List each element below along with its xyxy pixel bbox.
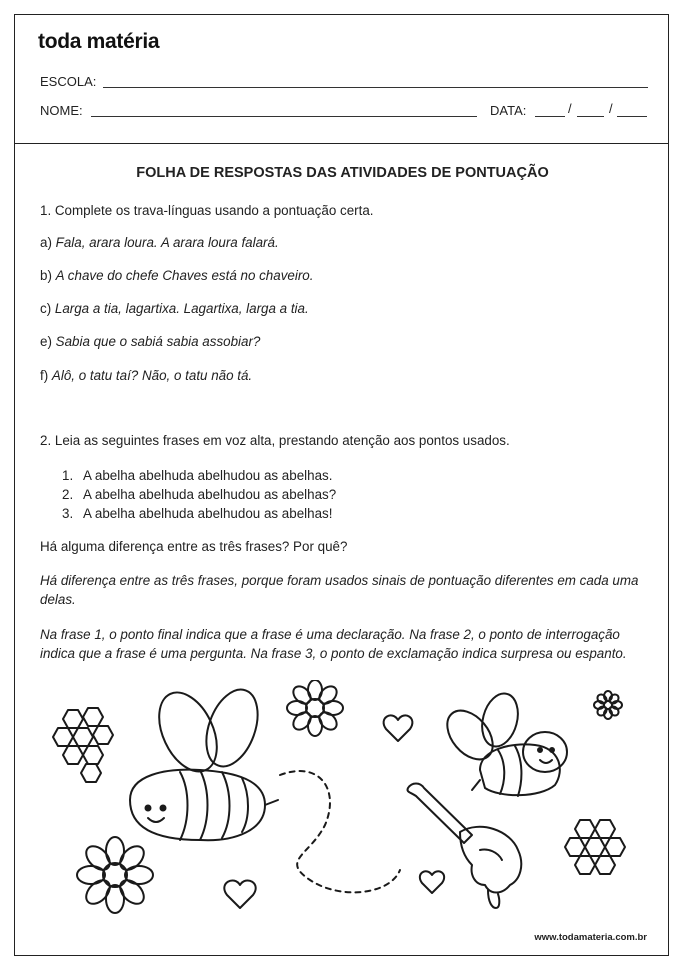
q1-answer-e: e) Sabia que o sabiá sabia assobiar?	[40, 334, 261, 349]
q2-answer-paragraph-1: Há diferença entre as três frases, porque foram usados sinais de pontuação diferentes em cada uma delas.	[40, 573, 639, 607]
list-item-number: 1.	[62, 468, 74, 483]
list-item-number: 3.	[62, 506, 74, 521]
header-divider	[14, 143, 669, 144]
list-item-number: 2.	[62, 487, 74, 502]
escola-field[interactable]	[103, 87, 648, 88]
flower-icon	[287, 680, 343, 736]
honeycomb-icon	[53, 708, 113, 782]
q1-answer-b: b) A chave do chefe Chaves está no chaveiro.	[40, 268, 314, 283]
date-separator: /	[609, 101, 613, 116]
list-item: A abelha abelhuda abelhudou as abelhas.	[83, 468, 333, 483]
bee-icon	[438, 690, 567, 796]
nome-label: NOME:	[40, 103, 83, 118]
date-month-field[interactable]	[577, 116, 604, 117]
nome-field[interactable]	[91, 116, 477, 117]
heart-icon	[384, 715, 413, 741]
escola-label: ESCOLA:	[40, 74, 97, 89]
q1-answer-a: a) Fala, arara loura. A arara loura falará.	[40, 235, 279, 250]
flower-icon	[594, 691, 622, 719]
q1-answer-c: c) Larga a tia, lagartixa. Lagartixa, larga a tia.	[40, 301, 309, 316]
q2-answer-paragraph-2: Na frase 1, o ponto final indica que a frase é uma declaração. Na frase 2, o ponto de interrogação indica que a frase é uma pergunta. Na frase 3, o ponto de exclamação indica surpresa ou espanto.	[40, 627, 627, 661]
flower-icon	[77, 837, 153, 913]
date-year-field[interactable]	[617, 116, 647, 117]
list-item: A abelha abelhuda abelhudou as abelhas!	[83, 506, 333, 521]
heart-icon	[224, 880, 255, 908]
data-label: DATA:	[490, 103, 527, 118]
brand-logo: toda matéria	[38, 30, 160, 53]
footer-url[interactable]: www.todamateria.com.br	[534, 932, 647, 943]
page-title: FOLHA DE RESPOSTAS DAS ATIVIDADES DE PONTUAÇÃO	[136, 165, 549, 181]
q1-answer-f: f) Alô, o tatu taí? Não, o tatu não tá.	[40, 368, 253, 383]
flight-trail	[280, 771, 400, 892]
heart-icon	[420, 871, 444, 893]
list-item: A abelha abelhuda abelhudou as abelhas?	[83, 487, 337, 502]
honey-dipper-icon	[407, 784, 521, 909]
bee-icon	[130, 683, 278, 841]
date-separator: /	[568, 101, 572, 116]
q1-prompt: 1. Complete os trava-línguas usando a pontuação certa.	[40, 203, 374, 218]
bee-illustration	[40, 680, 650, 930]
date-day-field[interactable]	[535, 116, 565, 117]
q2-question: Há alguma diferença entre as três frases? Por quê?	[40, 539, 348, 554]
q2-prompt: 2. Leia as seguintes frases em voz alta, prestando atenção aos pontos usados.	[40, 433, 510, 448]
honeycomb-icon	[565, 820, 625, 874]
